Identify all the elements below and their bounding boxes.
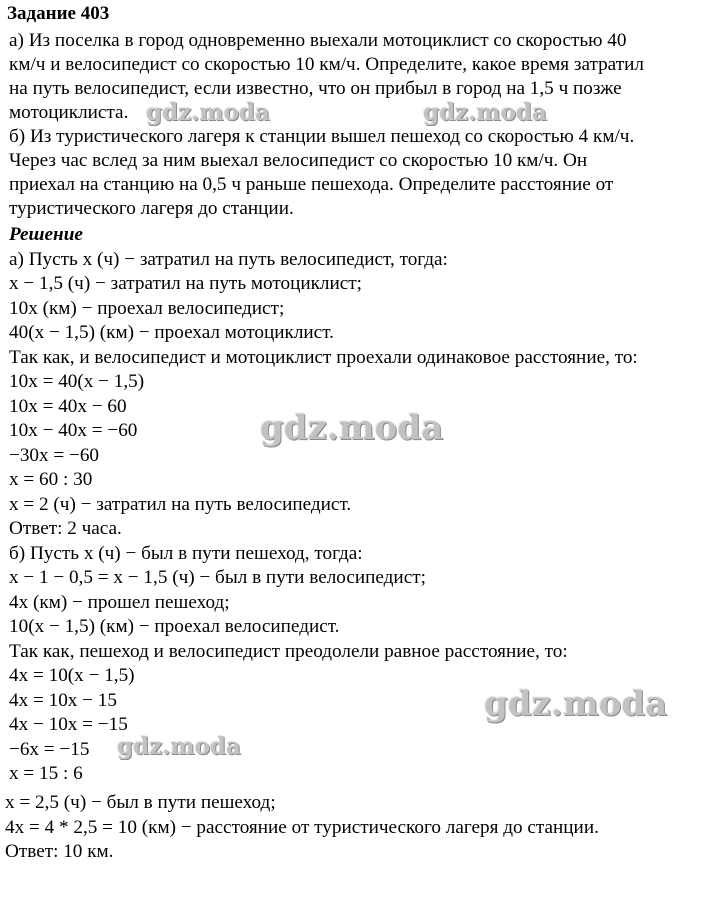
- solution-line: 10(x − 1,5) (км) − проехал велосипедист.: [9, 616, 340, 637]
- solution-line: x = 2,5 (ч) − был в пути пешеход;: [5, 792, 276, 813]
- problem-line: туристического лагеря до станции.: [9, 198, 294, 219]
- answer-line: Ответ: 10 км.: [5, 841, 114, 862]
- solution-line: б) Пусть x (ч) − был в пути пешеход, тогда:: [9, 543, 363, 564]
- problem-line: на путь велосипедист, если известно, что он прибыл в город на 1,5 ч позже: [9, 78, 622, 99]
- watermark-logo: gdz.moda: [146, 99, 270, 126]
- task-title: Задание 403: [7, 3, 110, 24]
- solution-line: x − 1 − 0,5 = x − 1,5 (ч) − был в пути велосипедист;: [9, 567, 426, 588]
- solution-line: x = 15 : 6: [9, 763, 83, 784]
- solution-line: 4x − 10x = −15: [9, 714, 128, 735]
- problem-line: б) Из туристического лагеря к станции вышел пешеход со скоростью 4 км/ч.: [9, 126, 635, 147]
- solution-line: x − 1,5 (ч) − затратил на путь мотоциклист;: [9, 273, 363, 294]
- answer-line: Ответ: 2 часа.: [9, 518, 122, 539]
- solution-line: x = 60 : 30: [9, 469, 93, 490]
- problem-line: мотоциклиста.: [9, 102, 129, 123]
- solution-line: 10x = 40x − 60: [9, 396, 127, 417]
- solution-line: −30x = −60: [9, 445, 100, 466]
- solution-line: Так как, пешеход и велосипедист преодолели равное расстояние, то:: [9, 641, 568, 662]
- solution-line: 4x = 10(x − 1,5): [9, 665, 135, 686]
- watermark-logo: gdz.moda: [484, 684, 668, 724]
- solution-heading: Решение: [9, 224, 83, 245]
- solution-line: 4x (км) − прошел пешеход;: [9, 592, 230, 613]
- problem-line: а) Из поселка в город одновременно выехали мотоциклист со скоростью 40: [9, 30, 627, 51]
- solution-line: Так как, и велосипедист и мотоциклист проехали одинаковое расстояние, то:: [9, 347, 638, 368]
- solution-line: 10x − 40x = −60: [9, 420, 138, 441]
- watermark-logo: gdz.moda: [117, 733, 241, 760]
- solution-line: 4x = 10x − 15: [9, 690, 117, 711]
- solution-line: −6x = −15: [9, 739, 90, 760]
- solution-line: x = 2 (ч) − затратил на путь велосипедист.: [9, 494, 352, 515]
- solution-line: 10x (км) − проехал велосипедист;: [9, 298, 285, 319]
- solution-line: а) Пусть x (ч) − затратил на путь велосипедист, тогда:: [9, 249, 448, 270]
- solution-line: 40(x − 1,5) (км) − проехал мотоциклист.: [9, 322, 334, 343]
- problem-line: приехал на станцию на 0,5 ч раньше пешехода. Определите расстояние от: [9, 174, 614, 195]
- solution-line: 4x = 4 * 2,5 = 10 (км) − расстояние от туристического лагеря до станции.: [5, 817, 599, 838]
- solution-line: 10x = 40(x − 1,5): [9, 371, 145, 392]
- problem-line: Через час вслед за ним выехал велосипедист со скоростью 10 км/ч. Он: [9, 150, 588, 171]
- watermark-logo: gdz.moda: [423, 99, 547, 126]
- problem-line: км/ч и велосипедист со скоростью 10 км/ч. Определите, какое время затратил: [9, 54, 644, 75]
- watermark-logo: gdz.moda: [260, 408, 444, 448]
